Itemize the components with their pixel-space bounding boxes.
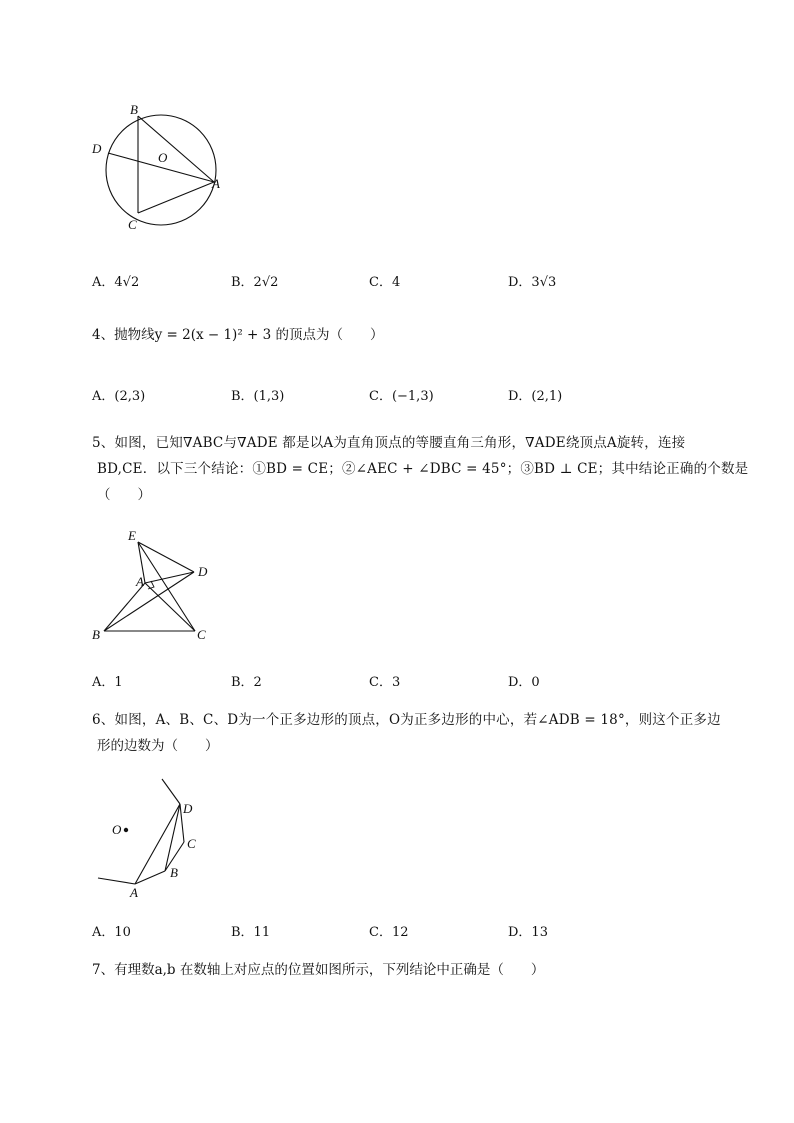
q5-segment-ec (138, 542, 195, 631)
q6-diagonal-db (165, 804, 180, 871)
q3-option-a: A．4√2 (92, 275, 140, 290)
q5-stem-line-2: BD,CE．以下三个结论：①BD = CE；②∠AEC + ∠DBC = 45°；③BD ⊥ CE；其中结论正确的个数是 (97, 461, 749, 477)
q6-option-b: B．11 (231, 925, 271, 940)
q5-segment-ed (138, 542, 194, 572)
q6-edge-outer-top (162, 779, 180, 804)
q5-label-b: B (92, 627, 100, 642)
q5-option-b: B．2 (231, 675, 262, 690)
q7-stem: 7、有理数a,b 在数轴上对应点的位置如图所示，下列结论中正确是（ ） (92, 962, 545, 978)
q4-stem: 4、抛物线y = 2(x − 1)² + 3 的顶点为（ ） (92, 327, 384, 343)
q6-label-b: B (170, 865, 178, 880)
q6-label-a: A (130, 885, 138, 898)
q3-label-c: C (128, 217, 137, 232)
q5-option-a: A．1 (92, 675, 123, 690)
q4-option-c: C．(−1,3) (369, 389, 434, 404)
q4-option-a: A．(2,3) (92, 389, 146, 404)
q5-segment-ac (145, 583, 195, 631)
q6-label-o: O (112, 822, 122, 837)
q5-stem-line-1: 5、如图，已知∇ABC与∇ADE 都是以A为直角顶点的等腰直角三角形，∇ADE绕顶点A旋转，连接 (92, 435, 686, 451)
q3-label-o: O (158, 150, 168, 165)
q5-label-c: C (197, 627, 206, 642)
q6-figure (88, 773, 218, 898)
q5-figure (88, 527, 218, 642)
q5-label-e: E (128, 528, 136, 543)
q3-figure (88, 100, 228, 235)
q6-label-c: C (187, 836, 196, 851)
q3-segment-ca (138, 182, 214, 213)
q3-label-d: D (92, 141, 102, 156)
q5-stem-line-3: （ ） (97, 487, 151, 503)
q3-label-b: B (130, 102, 138, 117)
q6-option-c: C．12 (369, 925, 409, 940)
q4-option-d: D．(2,1) (508, 389, 563, 404)
q6-option-d: D．13 (508, 925, 548, 940)
q6-center-dot (124, 828, 128, 832)
q6-stem-line-1: 6、如图，A、B、C、D为一个正多边形的顶点，O为正多边形的中心，若∠ADB = 18°，则这个正多边 (92, 712, 721, 728)
q4-option-b: B．(1,3) (231, 389, 285, 404)
q5-label-a: A (136, 574, 144, 589)
q5-option-c: C．3 (369, 675, 401, 690)
q5-segment-ab (104, 583, 145, 631)
q5-segment-bd (104, 572, 194, 631)
q3-option-c: C．4 (369, 275, 401, 290)
q5-segment-ad (145, 572, 194, 583)
q5-label-d: D (198, 564, 208, 579)
q6-option-a: A．10 (92, 925, 131, 940)
q3-label-a: A (212, 176, 220, 191)
q6-edge-outer-left (98, 878, 135, 884)
q6-label-d: D (183, 801, 193, 816)
q6-stem-line-2: 形的边数为（ ） (97, 738, 219, 754)
q6-edge-ab (135, 871, 165, 884)
q5-option-d: D．0 (508, 675, 540, 690)
q3-option-b: B．2√2 (231, 275, 279, 290)
q3-option-d: D．3√3 (508, 275, 557, 290)
